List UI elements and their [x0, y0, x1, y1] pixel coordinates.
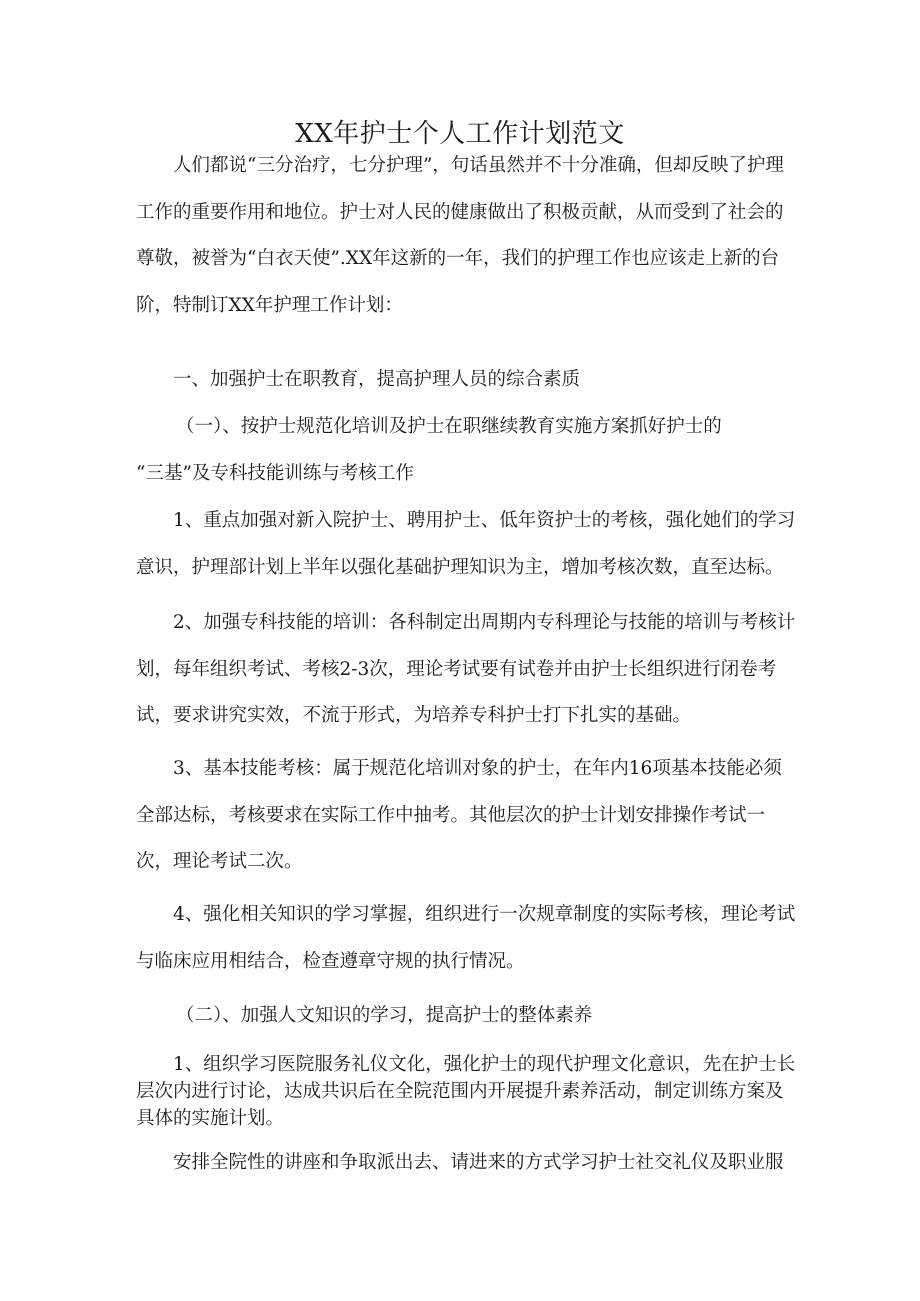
subsection-2-paragraph: 安排全院性的讲座和争取派出去、请进来的方式学习护士社交礼仪及职业服 [173, 1152, 784, 1173]
subsection-heading-1-line-1: （一）、按护士规范化培训及护士在职继续教育实施方案抓好护士的 [176, 416, 722, 437]
list-item-3: 3、基本技能考核：属于规范化培训对象的护士，在年内16项基本技能必须全部达标，考核要求在实际工作中抽考。其他层次的护士计划安排操作考试一次，理论考试二次。 [136, 758, 782, 872]
subsection-2-item-1: 1、组织学习医院服务礼仪文化，强化护士的现代护理文化意识，先在护士长层次内进行讨论，达成共识后在全院范围内开展提升素养活动，制定训练方案及具体的实施计划。 [136, 1054, 796, 1129]
subsection-heading-2: （二）、加强人文知识的学习，提高护士的整体素养 [176, 1005, 593, 1026]
subsection-heading-1-line-2: “三基”及专科技能训练与考核工作 [136, 463, 414, 484]
section-heading-1: 一、加强护士在职教育，提高护理人员的综合素质 [173, 369, 581, 390]
intro-paragraph: 人们都说“三分治疗，七分护理”，句话虽然并不十分准确，但却反映了护理工作的重要作用和地位。护士对人民的健康做出了积极贡献，从而受到了社会的尊敬，被誉为“白衣天使”.XX年这新的一年，我们的护理工作也应该走上新的台阶，特制订XX年护理工作计划： [136, 155, 784, 316]
list-item-4: 4、强化相关知识的学习掌握，组织进行一次规章制度的实际考核，理论考试与临床应用相结合，检查遵章守规的执行情况。 [136, 904, 796, 972]
list-item-2: 2、加强专科技能的培训：各科制定出周期内专科理论与技能的培训与考核计划，每年组织考试、考核2-3次，理论考试要有试卷并由护士长组织进行闭卷考试，要求讲究实效，不流于形式，为培养专科护士打下扎实的基础。 [136, 612, 796, 726]
document-title: XX年护士个人工作计划范文 [295, 119, 625, 149]
list-item-1: 1、重点加强对新入院护士、聘用护士、低年资护士的考核，强化她们的学习意识，护理部计划上半年以强化基础护理知识为主，增加考核次数，直至达标。 [136, 510, 796, 578]
